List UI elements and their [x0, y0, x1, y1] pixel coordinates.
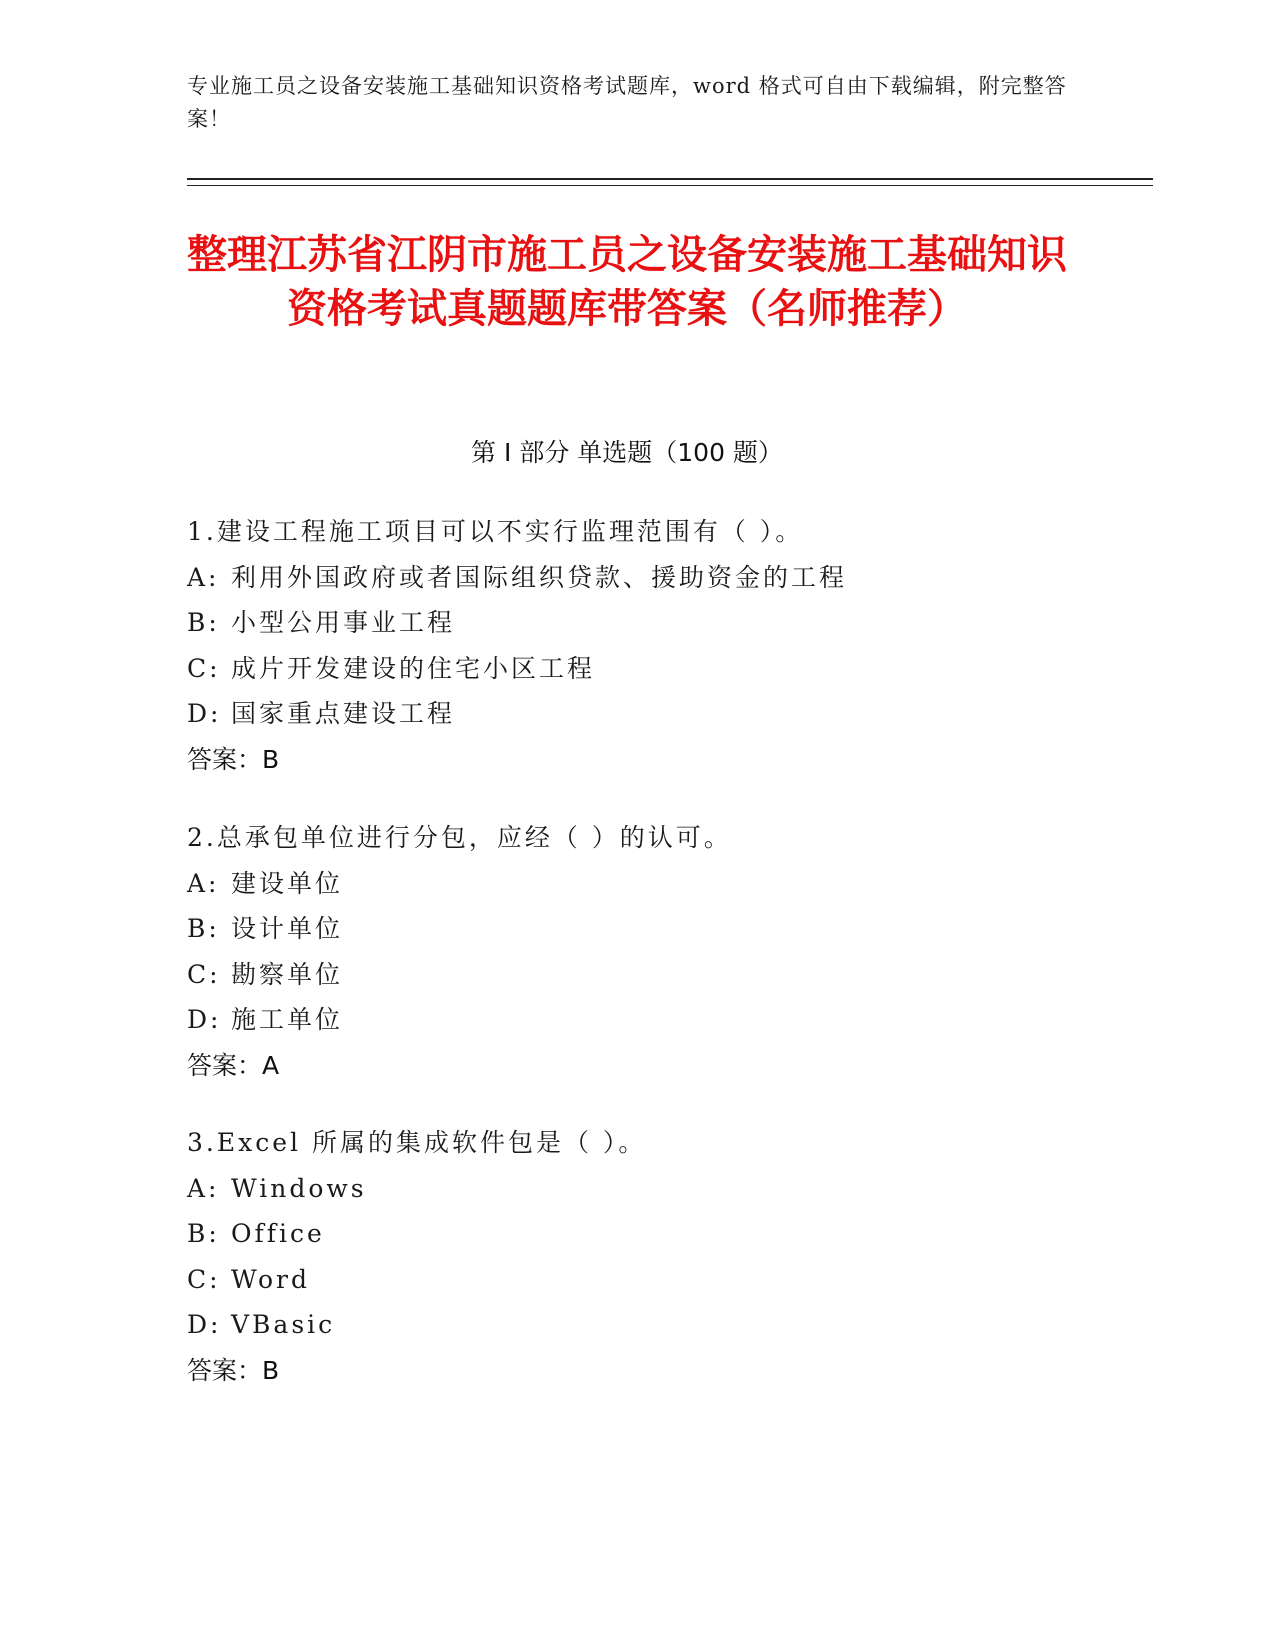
document-title: 整理江苏省江阴市施工员之设备安装施工基础知识资格考试真题题库带答案（名师推荐） [187, 232, 1067, 332]
option-letter: D: [187, 1310, 222, 1339]
option-text: 设计单位 [231, 914, 344, 943]
option-text: Office [231, 1219, 325, 1248]
option-letter: C: [187, 1264, 221, 1294]
option-letter: B: [187, 1219, 220, 1248]
option-text: 建设单位 [231, 868, 344, 898]
question-1 [187, 509, 1107, 782]
answer-line: 答案：A [187, 1050, 280, 1080]
option-b [187, 600, 1107, 646]
option-text: Word [231, 1264, 311, 1294]
header-divider-thin [187, 185, 1153, 186]
option-c [187, 646, 1107, 692]
question-stem: 3.Excel 所属的集成软件包是（ ）。 [187, 1128, 647, 1157]
answer-line: 答案：B [187, 744, 280, 774]
option-d [187, 691, 1107, 737]
option-text: 施工单位 [231, 1005, 344, 1034]
option-a [187, 1166, 1107, 1212]
option-text: 利用外国政府或者国际组织贷款、援助资金的工程 [231, 562, 848, 592]
header-divider-thick [187, 178, 1153, 180]
option-text: 勘察单位 [231, 959, 344, 989]
option-letter: C: [187, 653, 221, 683]
question-3 [187, 1120, 1107, 1393]
option-d [187, 1302, 1107, 1348]
option-letter: B: [187, 914, 220, 943]
option-b [187, 906, 1107, 952]
option-letter: C: [187, 959, 221, 989]
option-letter: B: [187, 608, 220, 637]
option-a [187, 861, 1107, 907]
option-text: Windows [231, 1173, 367, 1203]
question-stem: 1.建设工程施工项目可以不实行监理范围有（ ）。 [187, 517, 804, 546]
option-a [187, 555, 1107, 601]
question-stem: 2.总承包单位进行分包，应经（ ）的认可。 [187, 823, 732, 852]
header-note: 专业施工员之设备安装施工基础知识资格考试题库，word 格式可自由下载编辑，附完整答案！ [187, 74, 1067, 131]
option-letter: D: [187, 1005, 222, 1034]
answer-line: 答案：B [187, 1355, 280, 1385]
option-text: 成片开发建设的住宅小区工程 [231, 653, 596, 683]
option-text: 国家重点建设工程 [231, 699, 456, 728]
option-text: 小型公用事业工程 [231, 608, 456, 637]
option-c [187, 1257, 1107, 1303]
section-title: 第 I 部分 单选题（100 题） [471, 438, 783, 467]
option-text: VBasic [231, 1310, 336, 1339]
option-letter: D: [187, 699, 222, 728]
option-c [187, 952, 1107, 998]
question-2 [187, 815, 1107, 1088]
option-d [187, 997, 1107, 1043]
option-letter: A: [187, 1173, 220, 1203]
option-letter: A: [187, 868, 220, 898]
option-letter: A: [187, 562, 220, 592]
option-b [187, 1211, 1107, 1257]
